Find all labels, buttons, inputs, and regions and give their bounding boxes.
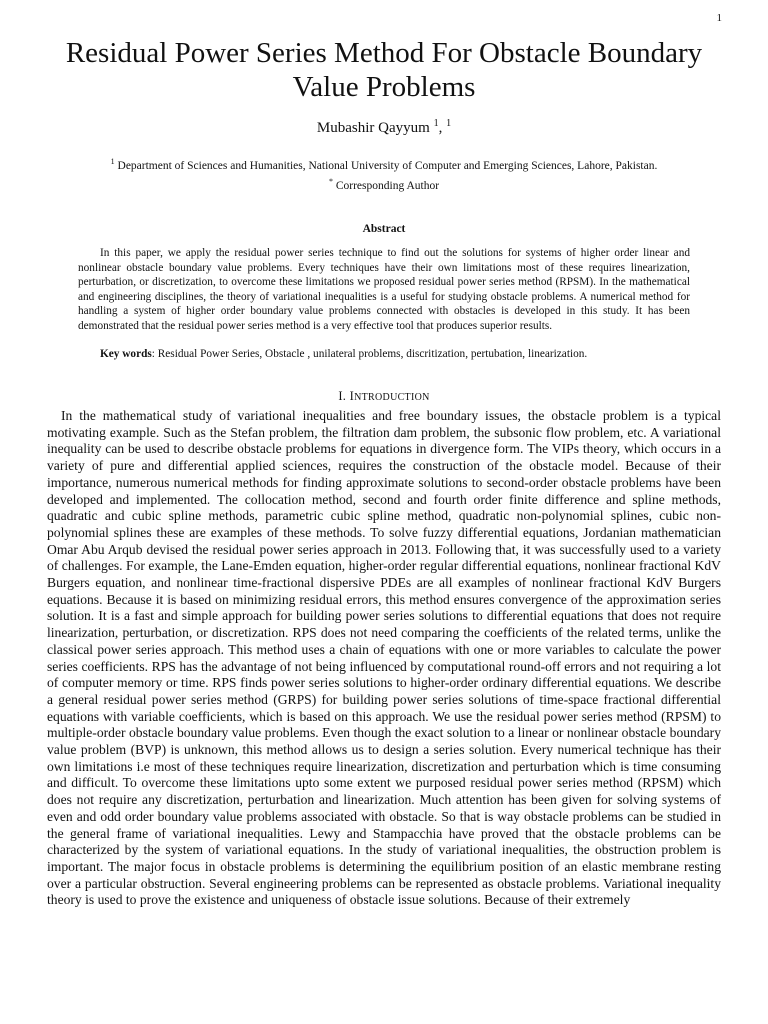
introduction-paragraph: In the mathematical study of variational inequalities and free boundary issues, the obstacle problem is a typical motivating example. Such as the Stefan problem, the filtration dam problem, the subsonic flow problem, etc. A variational inequality can be used to describe obstacle problems for equations in divergence form. The VIPs theory, which occurs in a variety of pure and differential applied sciences, requires the construction of the obstacle model. Because of their importance, numerous numerical methods for finding approximate solutions to second-order obstacle problems have been developed and implemented. The collocation method, second and fourth order finite difference and spline methods, quadratic and cubic spline methods, parametric cubic spline method, quadratic non-polynomial splines, cubic non-polynomial splines these are examples of these methods. To solve fuzzy differential equations, Jordanian mathematician Omar Abu Arqub devised the residual power series approach in 2013. Following that, it was successfully used to a variety of challenges. For example, the Lane-Emden equation, higher-order regular differential equations, nonlinear fractional KdV Burgers equation, and nonlinear time-fractional dispersive PDEs are all examples of nonlinear fractional KdV Burgers equations. Because it is based on minimizing residual errors, this method ensures convergence of the approximation series solution. It is a fast and simple approach for building power series solutions to differential equations that does not require linearization, perturbation, or discretization. RPS does not need comparing the coefficients of the related terms, unlike the classical power series approach. This method uses a chain of equations with one or more variables to calculate the power series coefficients. RPS has the advantage of not being influenced by computational round-off errors and not requiring a lot of computer memory or time. RPS finds power series solutions to higher-order ordinary differential equations. We describe a general residual power series method (GRPS) for building power series solutions of time-space fractional differential equations with variable coefficients, which is based on this approach. We use the residual power series method (RPSM) to multiple-order obstacle boundary value problems. Even though the exact solution to a linear or nonlinear obstacle boundary value problem (BVP) is unknown, this method allows us to design a series solution. Every numerical technique has their own limitations i.e most of these techniques require linearization, discretization and perturbation which is time consuming and difficult. To overcome these limitations upto some extent we purposed residual power series method (RPSM) which does not require any discretization, perturbation and linearization. Much attention has been given for solving systems of even and odd order boundary value problems associated with obstacle. So that is way obstacle problems can be studied in the general frame of variational inequalities. Lewy and Stampacchia have proved that the obstacle problems can be characterized by the system of variational equations. In the study of variational inequalities, the obstruction problem is important. The major focus in obstacle problems is determining the equilibrium position of an elastic membrane resting over a particular obstruction. Several engineering problems can be represented as obstacle problems. Variational inequality theory is used to prove the existence and uniqueness of obstacle issue solutions. Because of their extremely [47,408,721,908]
corresponding-author-line [40,174,728,194]
affiliation-marker: 1 [110,157,115,166]
author-affiliation-marker: 1 [433,118,439,129]
author-name: Mubashir Qayyum [316,120,430,136]
author-separator: , [438,120,447,136]
corresponding-text: Corresponding Author [335,179,440,192]
affiliation-line [40,154,728,174]
keywords-text: : Residual Power Series, Obstacle , unilateral problems, discritization, pertubation, linearization. [151,348,588,360]
page-number: 1 [716,12,722,24]
section-heading-introduction [0,389,768,404]
affiliation-block [40,154,728,194]
paper-title: Residual Power Series Method For Obstacle Boundary Value Problems [65,37,703,103]
section-number: I. [338,389,347,403]
section-title [350,389,430,403]
abstract-text: In this paper, we apply the residual power series technique to find out the solutions for systems of higher order linear and nonlinear obstacle boundary value problems. Every techniques have their own limitations most of these requires linearization, perturbation, or discretization, to overcome these limitations we proposed residual power series method (RPSM). In the mathematical and engineering disciplines, the theory of variational inequalities is a useful for studying obstacle problems. A numerical method for handling a system of higher order boundary value problems connected with obstacles is developed in this study. It has been demonstrated that the residual power series method is a very effective tool that produces superior results. [78,247,690,332]
section-title-rest: NTRODUCTION [354,392,430,403]
abstract-heading: Abstract [362,223,406,235]
keywords-label: Key words [100,348,152,360]
corresponding-marker: * [328,176,333,186]
keywords-line [78,347,690,362]
author-line [0,118,768,137]
section-title-initial: I [349,389,355,403]
affiliation-text: Department of Sciences and Humanities, National University of Computer and Emerging Sciences, Lahore, Pakistan. [117,159,658,172]
author-corresponding-marker: 1 [446,118,452,129]
